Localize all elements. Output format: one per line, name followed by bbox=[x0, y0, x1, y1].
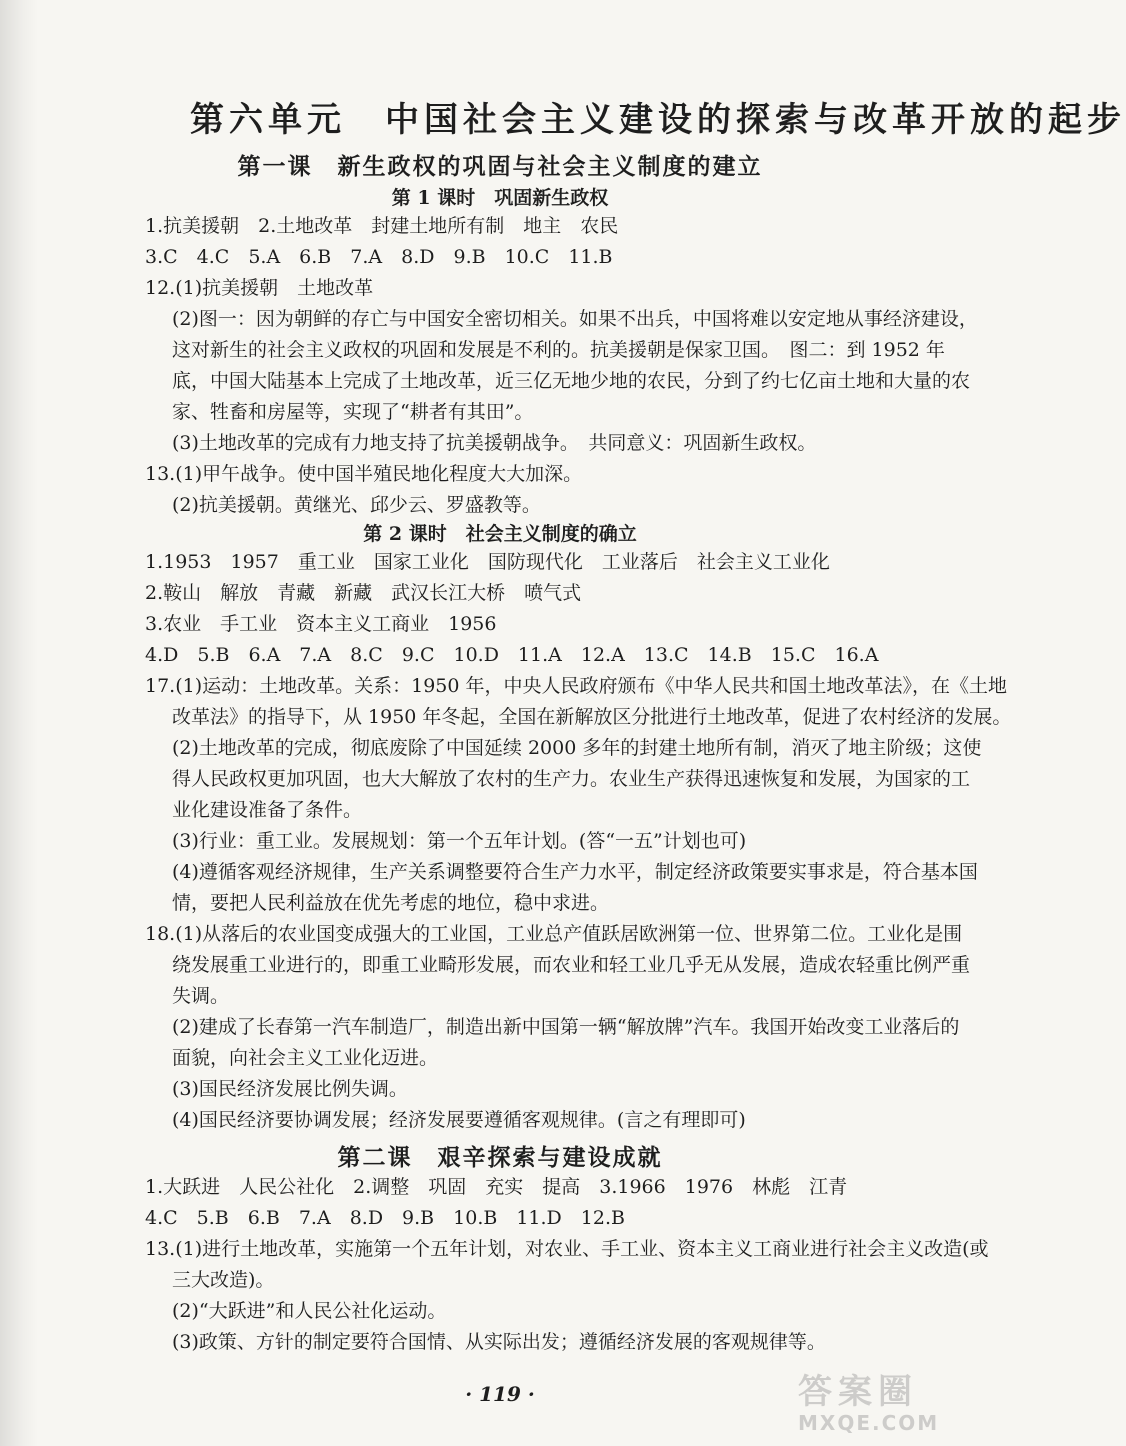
answer-line: 三大改造)。 bbox=[172, 1269, 275, 1291]
lesson-1-title: 第一课 新生政权的巩固与社会主义制度的建立 bbox=[237, 153, 763, 180]
answer-line: (4)国民经济要协调发展；经济发展要遵循客观规律。(言之有理即可) bbox=[172, 1109, 746, 1131]
answer-line: (2)图一：因为朝鲜的存亡与中国安全密切相关。如果不出兵，中国将难以安定地从事经济建设， bbox=[172, 308, 978, 330]
answer-line: 2.鞍山 解放 青藏 新藏 武汉长江大桥 喷气式 bbox=[145, 582, 582, 604]
answer-line: 底，中国大陆基本上完成了土地改革，近三亿无地少地的农民，分到了约七亿亩土地和大量的农 bbox=[172, 370, 971, 392]
answer-line: (3)土地改革的完成有力地支持了抗美援朝战争。 共同意义：巩固新生政权。 bbox=[172, 432, 817, 454]
page-number: · 119 · bbox=[465, 1382, 535, 1406]
answer-line: (3)国民经济发展比例失调。 bbox=[172, 1078, 408, 1100]
answer-line: 情，要把人民利益放在优先考虑的地位，稳中求进。 bbox=[172, 892, 610, 914]
answer-line: (2)“大跃进”和人民公社化运动。 bbox=[172, 1300, 447, 1322]
answer-line: 4.D 5.B 6.A 7.A 8.C 9.C 10.D 11.A 12.A 13.C 14.B 15.C 16.A bbox=[145, 644, 879, 666]
watermark-logo bbox=[798, 1372, 988, 1438]
answer-line: 得人民政权更加巩固，也大大解放了农村的生产力。农业生产获得迅速恢复和发展，为国家的工 bbox=[172, 768, 971, 790]
answer-line: 13.(1)进行土地改革，实施第一个五年计划，对农业、手工业、资本主义工商业进行社会主义改造(或 bbox=[145, 1238, 989, 1260]
session-2-title: 第 2 课时 社会主义制度的确立 bbox=[363, 523, 637, 545]
answer-line: 3.农业 手工业 资本主义工商业 1956 bbox=[145, 613, 497, 635]
answer-line: 1.1953 1957 重工业 国家工业化 国防现代化 工业落后 社会主义工业化 bbox=[145, 551, 830, 573]
watermark-text: 答案圈 bbox=[798, 1372, 918, 1412]
answer-line: (3)政策、方针的制定要符合国情、从实际出发；遵循经济发展的客观规律等。 bbox=[172, 1331, 826, 1353]
answer-line: 失调。 bbox=[172, 985, 230, 1007]
lesson-2-title: 第二课 艰辛探索与建设成就 bbox=[337, 1144, 663, 1171]
answer-line: 这对新生的社会主义政权的巩固和发展是不利的。抗美援朝是保家卫国。 图二：到 1952 年 bbox=[172, 339, 945, 361]
answer-line: 绕发展重工业进行的，即重工业畸形发展，而农业和轻工业几乎无从发展，造成农轻重比例严重 bbox=[172, 954, 971, 976]
unit-title: 第六单元 中国社会主义建设的探索与改革开放的起步 bbox=[190, 100, 1126, 140]
answer-line: 家、牲畜和房屋等，实现了“耕者有其田”。 bbox=[172, 401, 534, 423]
answer-line: 面貌，向社会主义工业化迈进。 bbox=[172, 1047, 439, 1069]
answer-line: 17.(1)运动：土地改革。关系：1950 年，中央人民政府颁布《中华人民共和国土地改革法》，在《土地 bbox=[145, 675, 1008, 697]
binding-shadow bbox=[0, 0, 38, 1446]
answer-line: 18.(1)从落后的农业国变成强大的工业国，工业总产值跃居欧洲第一位、世界第二位。工业化是围 bbox=[145, 923, 963, 945]
answer-line: 改革法》的指导下，从 1950 年冬起，全国在新解放区分批进行土地改革，促进了农村经济的发展。 bbox=[172, 706, 1012, 728]
answer-line: 12.(1)抗美援朝 土地改革 bbox=[145, 277, 374, 299]
answer-line: (4)遵循客观经济规律，生产关系调整要符合生产力水平，制定经济政策要实事求是，符合基本国 bbox=[172, 861, 978, 883]
answer-line: 1.抗美援朝 2.土地改革 封建土地所有制 地主 农民 bbox=[145, 215, 619, 237]
answer-line: (2)抗美援朝。黄继光、邱少云、罗盛教等。 bbox=[172, 494, 541, 516]
answer-line: (2)建成了长春第一汽车制造厂，制造出新中国第一辆“解放牌”汽车。我国开始改变工业落后的 bbox=[172, 1016, 960, 1038]
watermark-url: MXQE.COM bbox=[798, 1411, 940, 1435]
answer-line: 业化建设准备了条件。 bbox=[172, 799, 363, 821]
answer-line: 1.大跃进 人民公社化 2.调整 巩固 充实 提高 3.1966 1976 林彪 江青 bbox=[145, 1176, 848, 1198]
session-1-title: 第 1 课时 巩固新生政权 bbox=[391, 187, 609, 209]
answer-line: 13.(1)甲午战争。使中国半殖民地化程度大大加深。 bbox=[145, 463, 583, 485]
answer-line: (2)土地改革的完成，彻底废除了中国延续 2000 多年的封建土地所有制，消灭了地主阶级；这使 bbox=[172, 737, 982, 759]
answer-line: 3.C 4.C 5.A 6.B 7.A 8.D 9.B 10.C 11.B bbox=[145, 246, 613, 268]
answer-line: 4.C 5.B 6.B 7.A 8.D 9.B 10.B 11.D 12.B bbox=[145, 1207, 625, 1229]
answer-line: (3)行业：重工业。发展规划：第一个五年计划。(答“一五”计划也可) bbox=[172, 830, 747, 852]
